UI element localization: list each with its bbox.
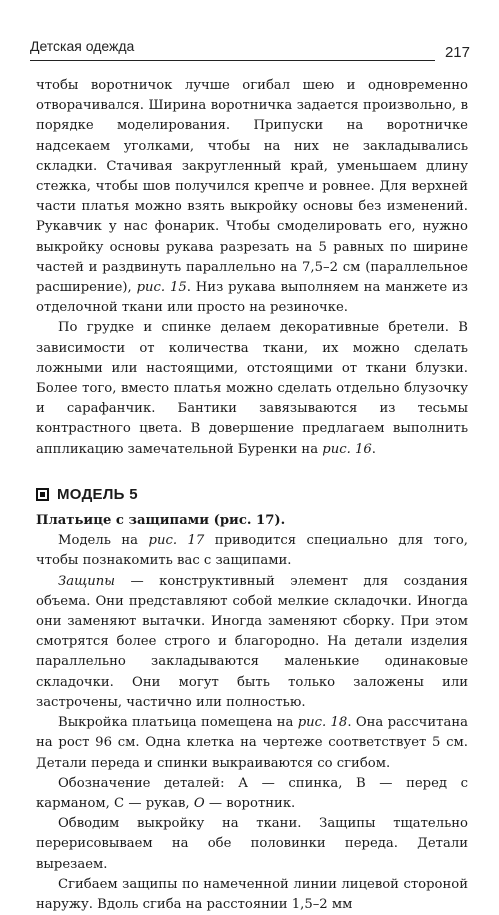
- paragraph-3-text: Модель на: [58, 533, 149, 549]
- paragraph-7: Обводим выкройку на ткани. Защипы тщательно перерисовываем на обе половинки переда. Детали вырезаем.: [36, 816, 468, 872]
- detail-letter-o: О: [193, 795, 205, 811]
- paragraph-2-text-end: .: [371, 441, 376, 457]
- figure-ref-17: рис. 17: [148, 533, 205, 549]
- paragraph-1-text: чтобы воротничок лучше огибал шею и одновременно отворачивался. Ширина воротничка задается произвольно, в порядке моделирования. Припуски на воротничке надсекаем уголками, чтобы на них не закладывались складки. Стачивая закругленный край, уменьшаем длину стежка, чтобы шов получился крепче и ровнее. Для верхней части платья можно взять выкройку основы без изменений. Рукавчик у нас фонарик. Чтобы смоделировать его, нужно выкройку основы рукава разрезать на 5 равных по ширине частей и раздвинуть параллельно на 7,5–2 см (параллельное расширение),: [36, 78, 468, 296]
- paragraph-1-text-end: . Низ рукава выполняем на манжете из отделочной ткани или просто на резиночке.: [36, 280, 468, 316]
- paragraph-4: [36, 572, 468, 713]
- page-header: [30, 30, 470, 70]
- section-bullet-icon: [36, 488, 49, 501]
- paragraph-1: [36, 76, 468, 318]
- paragraph-5-text-end: . Она рассчитана на рост 96 см. Одна клетка на чертеже соответствует 5 см. Детали переда и спинки выкраиваются со сгибом.: [36, 715, 468, 771]
- page-body: [36, 76, 468, 915]
- section-title: МОДЕЛЬ 5: [57, 485, 138, 503]
- figure-ref-16: рис. 16: [322, 441, 372, 457]
- paragraph-8: Сгибаем защипы по намеченной линии лицевой стороной наружу. Вдоль сгиба на расстоянии 1,5–2 мм: [36, 876, 468, 912]
- figure-ref-15: рис. 15: [136, 280, 187, 296]
- page-number: 217: [444, 44, 470, 61]
- running-title: Детская одежда: [30, 38, 135, 54]
- paragraph-6-text: Обозначение деталей: А — спинка, В — перед с карманом, С — рукав,: [36, 775, 468, 811]
- paragraph-4-text: — конструктивный элемент для создания объема. Они представляют собой мелкие складочки. Иногда они заменяют вытачки. Иногда заменяют сборку. При этом смотрятся более строго и благородно. На детали изделия параллельно закладываются маленькие одинаковые складочки. Они могут быть только заложены или застрочены, частично или полностью.: [36, 573, 468, 710]
- paragraph-6: [36, 774, 468, 814]
- term-zashchipy: Защипы: [58, 573, 116, 589]
- section-heading: [36, 485, 468, 505]
- paragraph-3: [36, 531, 468, 571]
- paragraph-2-text: По грудке и спинке делаем декоративные бретели. В зависимости от количества ткани, их можно сделать ложными или настоящими, отстоящими от ткани блузки. Более того, вместо платья можно сделать отдельно блузочку и сарафанчик. Бантики завязываются из тесьмы контрастного цвета. В довершение предлагаем выполнить аппликацию замечательной Буренки на: [36, 320, 468, 457]
- paragraph-6-text-end: — воротник.: [204, 795, 296, 811]
- figure-ref-18: рис. 18: [297, 715, 348, 731]
- paragraph-5: [36, 713, 468, 774]
- paragraph-3-text-end: приводится специально для того, чтобы познакомить вас с защипами.: [36, 533, 468, 569]
- paragraph-2: [36, 318, 468, 459]
- header-rule: [30, 60, 435, 61]
- section-subtitle: Платьице с защипами (рис. 17).: [36, 513, 286, 529]
- paragraph-5-text: Выкройка платьица помещена на: [58, 715, 298, 731]
